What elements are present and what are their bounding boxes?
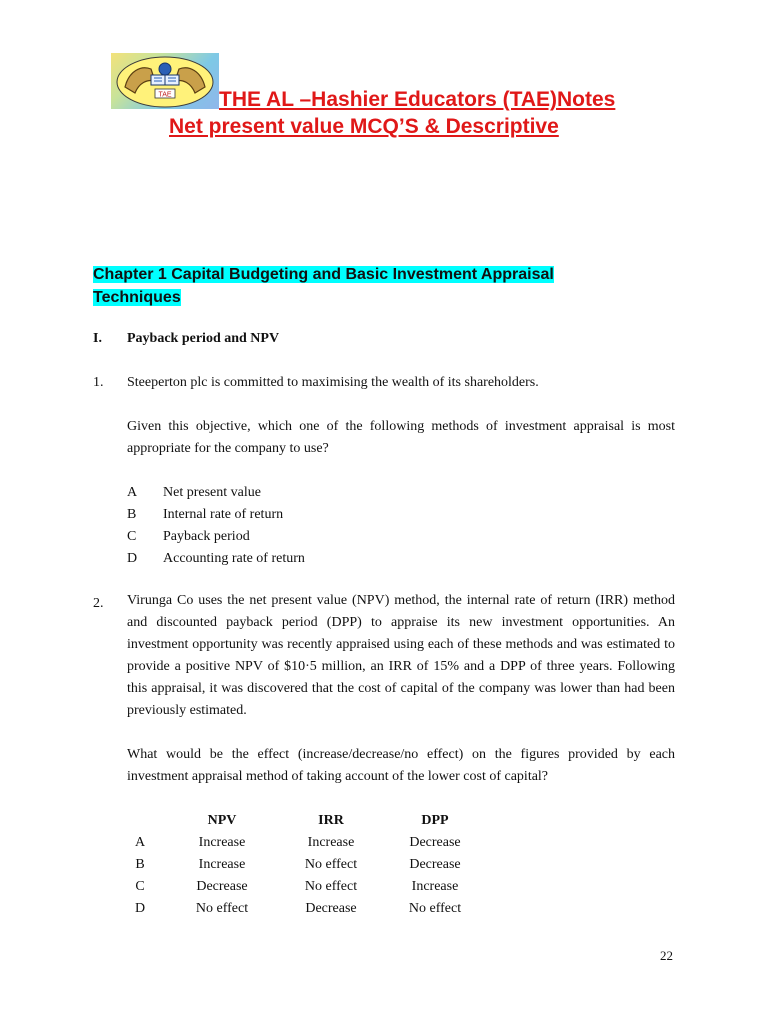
q1-option-text: Payback period xyxy=(163,529,250,544)
chapter-heading-line2: Techniques xyxy=(93,289,181,306)
table-cell: No effect xyxy=(304,879,358,894)
section-number: I. xyxy=(93,331,102,346)
logo xyxy=(111,53,219,109)
table-cell: No effect xyxy=(195,901,249,916)
q1-option-text: Internal rate of return xyxy=(163,507,284,522)
question-1-number: 1. xyxy=(93,375,104,390)
table-header-irr: IRR xyxy=(318,813,344,828)
q1-option-text: Net present value xyxy=(163,485,261,500)
table-row-letter: B xyxy=(135,857,145,872)
question-1-text: Given this objective, which one of the following methods of investment appraisal is most appropriate for the company to use? xyxy=(127,419,675,456)
table-cell: Decrease xyxy=(409,857,461,872)
question-1-intro: Steeperton plc is committed to maximising the wealth of its shareholders. xyxy=(127,375,539,390)
table-row-letter: A xyxy=(134,835,146,850)
table-cell: Increase xyxy=(307,835,355,850)
q1-option-letter: A xyxy=(127,485,138,500)
table-cell: No effect xyxy=(408,901,462,916)
q1-option-text: Accounting rate of return xyxy=(163,551,305,566)
table-cell: Decrease xyxy=(409,835,461,850)
table-row-letter: D xyxy=(134,901,146,916)
table-cell: Increase xyxy=(198,857,246,872)
section-title: Payback period and NPV xyxy=(127,331,280,346)
table-cell: Increase xyxy=(411,879,459,894)
question-2-number: 2. xyxy=(93,596,104,611)
chapter-heading-line1: Chapter 1 Capital Budgeting and Basic Investment Appraisal xyxy=(93,266,554,283)
table-cell: No effect xyxy=(304,857,358,872)
question-2-text: What would be the effect (increase/decrease/no effect) on the figures provided by each investment appraisal method of taking account of the lower cost of capital? xyxy=(127,747,675,784)
q1-option-letter: C xyxy=(127,529,137,544)
table-cell: Decrease xyxy=(196,879,248,894)
logo-text: TAE xyxy=(158,91,172,99)
table-header-dpp: DPP xyxy=(421,813,449,828)
q1-option-letter: D xyxy=(127,551,138,566)
page-number: 22 xyxy=(660,948,673,963)
question-2-body: Virunga Co uses the net present value (NPV) method, the internal rate of return (IRR) method and discounted payback period (DPP) to appraise its new investment opportunities. An investment opportunity was recently appraised using each of these methods and was estimated to provide a positive NPV of $10·5 million, an IRR of 15% and a DPP of three years. Following this appraisal, it was discovered that the cost of capital of the company was lower than had been previously estimated. xyxy=(127,593,675,718)
table-cell: Decrease xyxy=(305,901,357,916)
page-title-line1: THE AL –Hashier Educators (TAE)Notes xyxy=(219,88,616,111)
table-header-npv: NPV xyxy=(207,813,237,828)
table-row-letter: C xyxy=(135,879,145,894)
q1-option-letter: B xyxy=(127,507,137,522)
table-cell: Increase xyxy=(198,835,246,850)
chapter-heading xyxy=(93,263,633,309)
page-title-line2: Net present value MCQ’S & Descriptive xyxy=(169,115,559,138)
